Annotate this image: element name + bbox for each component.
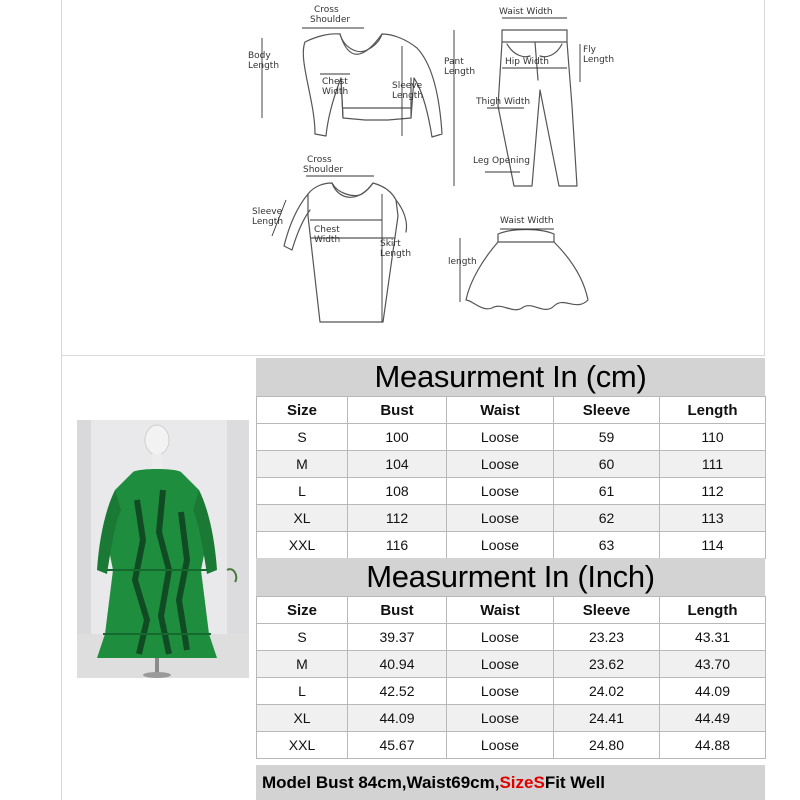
cell-bust: 112 xyxy=(348,505,447,532)
header-bust: Bust xyxy=(348,597,447,624)
table-header-row xyxy=(257,397,766,424)
label-pants-hip-width: Hip Width xyxy=(505,57,549,67)
cell-waist: Loose xyxy=(447,732,554,759)
note-prefix: Model Bust 84cm,Waist69cm, xyxy=(262,772,500,792)
cell-size: XXL xyxy=(257,732,348,759)
model-photo xyxy=(77,420,249,678)
measurement-diagram-panel xyxy=(61,0,765,356)
table-row xyxy=(257,451,766,478)
cell-waist: Loose xyxy=(447,505,554,532)
table-row xyxy=(257,732,766,759)
cell-size: M xyxy=(257,651,348,678)
cell-sleeve: 62 xyxy=(554,505,660,532)
cell-bust: 40.94 xyxy=(348,651,447,678)
label-pants-waist-width: Waist Width xyxy=(499,7,553,17)
cell-sleeve: 61 xyxy=(554,478,660,505)
table-row xyxy=(257,705,766,732)
cell-waist: Loose xyxy=(447,651,554,678)
label-dress-skirt-length: Skirt Length xyxy=(380,239,412,259)
label-dress-cross-shoulder: Cross Shoulder xyxy=(303,155,344,175)
cell-size: XL xyxy=(257,505,348,532)
cm-size-table xyxy=(256,396,766,559)
cell-bust: 42.52 xyxy=(348,678,447,705)
header-bust: Bust xyxy=(348,397,447,424)
cell-bust: 100 xyxy=(348,424,447,451)
label-dress-chest-width: Chest Width xyxy=(314,225,341,245)
label-skirt-length: length xyxy=(448,257,477,267)
cell-length: 44.49 xyxy=(660,705,766,732)
cm-size-table-block xyxy=(256,358,765,559)
header-length: Length xyxy=(660,397,766,424)
cell-waist: Loose xyxy=(447,532,554,559)
label-top-cross-shoulder: Cross Shoulder xyxy=(310,5,351,25)
model-fit-note xyxy=(256,765,765,800)
cell-waist: Loose xyxy=(447,424,554,451)
cell-bust: 39.37 xyxy=(348,624,447,651)
cell-waist: Loose xyxy=(447,478,554,505)
cell-waist: Loose xyxy=(447,451,554,478)
cell-size: S xyxy=(257,424,348,451)
cell-sleeve: 23.62 xyxy=(554,651,660,678)
cell-bust: 44.09 xyxy=(348,705,447,732)
cell-size: S xyxy=(257,624,348,651)
cell-sleeve: 23.23 xyxy=(554,624,660,651)
cell-waist: Loose xyxy=(447,624,554,651)
table-header-row xyxy=(257,597,766,624)
label-skirt-waist-width: Waist Width xyxy=(500,216,554,226)
note-highlight-size: SizeS xyxy=(499,772,545,792)
label-dress-sleeve-length: Sleeve Length xyxy=(252,207,284,227)
table-row xyxy=(257,651,766,678)
header-size: Size xyxy=(257,397,348,424)
label-top-body-length: Body Length xyxy=(248,51,280,71)
cell-size: XL xyxy=(257,705,348,732)
header-waist: Waist xyxy=(447,397,554,424)
cell-length: 111 xyxy=(660,451,766,478)
header-length: Length xyxy=(660,597,766,624)
model-photo-panel xyxy=(61,356,256,800)
garment-sketches xyxy=(62,0,766,356)
table-row xyxy=(257,505,766,532)
label-pants-leg-opening: Leg Opening xyxy=(473,156,530,166)
table-row xyxy=(257,532,766,559)
label-pants-pant-length: Pant Length xyxy=(444,57,476,77)
green-dress-photo xyxy=(77,420,249,678)
cell-bust: 108 xyxy=(348,478,447,505)
cell-length: 112 xyxy=(660,478,766,505)
cell-waist: Loose xyxy=(447,678,554,705)
table-row xyxy=(257,424,766,451)
cell-size: XXL xyxy=(257,532,348,559)
table-row xyxy=(257,678,766,705)
cell-sleeve: 59 xyxy=(554,424,660,451)
header-sleeve: Sleeve xyxy=(554,397,660,424)
cell-size: L xyxy=(257,478,348,505)
header-size: Size xyxy=(257,597,348,624)
label-pants-thigh-width: Thigh Width xyxy=(476,97,531,107)
cell-length: 43.31 xyxy=(660,624,766,651)
cell-length: 114 xyxy=(660,532,766,559)
skirt-sketch xyxy=(466,230,588,310)
cell-sleeve: 24.41 xyxy=(554,705,660,732)
cell-length: 44.88 xyxy=(660,732,766,759)
cell-length: 113 xyxy=(660,505,766,532)
cell-waist: Loose xyxy=(447,705,554,732)
header-sleeve: Sleeve xyxy=(554,597,660,624)
cm-table-title: Measurment In (cm) xyxy=(256,358,765,396)
cell-sleeve: 24.02 xyxy=(554,678,660,705)
note-suffix: Fit Well xyxy=(544,772,605,792)
inch-size-table xyxy=(256,596,766,759)
cell-sleeve: 63 xyxy=(554,532,660,559)
cell-sleeve: 60 xyxy=(554,451,660,478)
cell-length: 43.70 xyxy=(660,651,766,678)
label-top-sleeve-length: Sleeve Length xyxy=(392,81,424,101)
cell-length: 110 xyxy=(660,424,766,451)
header-waist: Waist xyxy=(447,597,554,624)
cell-length: 44.09 xyxy=(660,678,766,705)
label-pants-fly-length: Fly Length xyxy=(583,45,615,65)
cell-size: M xyxy=(257,451,348,478)
cell-bust: 45.67 xyxy=(348,732,447,759)
cell-bust: 116 xyxy=(348,532,447,559)
cell-sleeve: 24.80 xyxy=(554,732,660,759)
inch-table-title: Measurment In (Inch) xyxy=(256,558,765,596)
cell-bust: 104 xyxy=(348,451,447,478)
table-row xyxy=(257,624,766,651)
label-top-chest-width: Chest Width xyxy=(322,77,349,97)
table-row xyxy=(257,478,766,505)
inch-size-table-block xyxy=(256,558,765,759)
cell-size: L xyxy=(257,678,348,705)
